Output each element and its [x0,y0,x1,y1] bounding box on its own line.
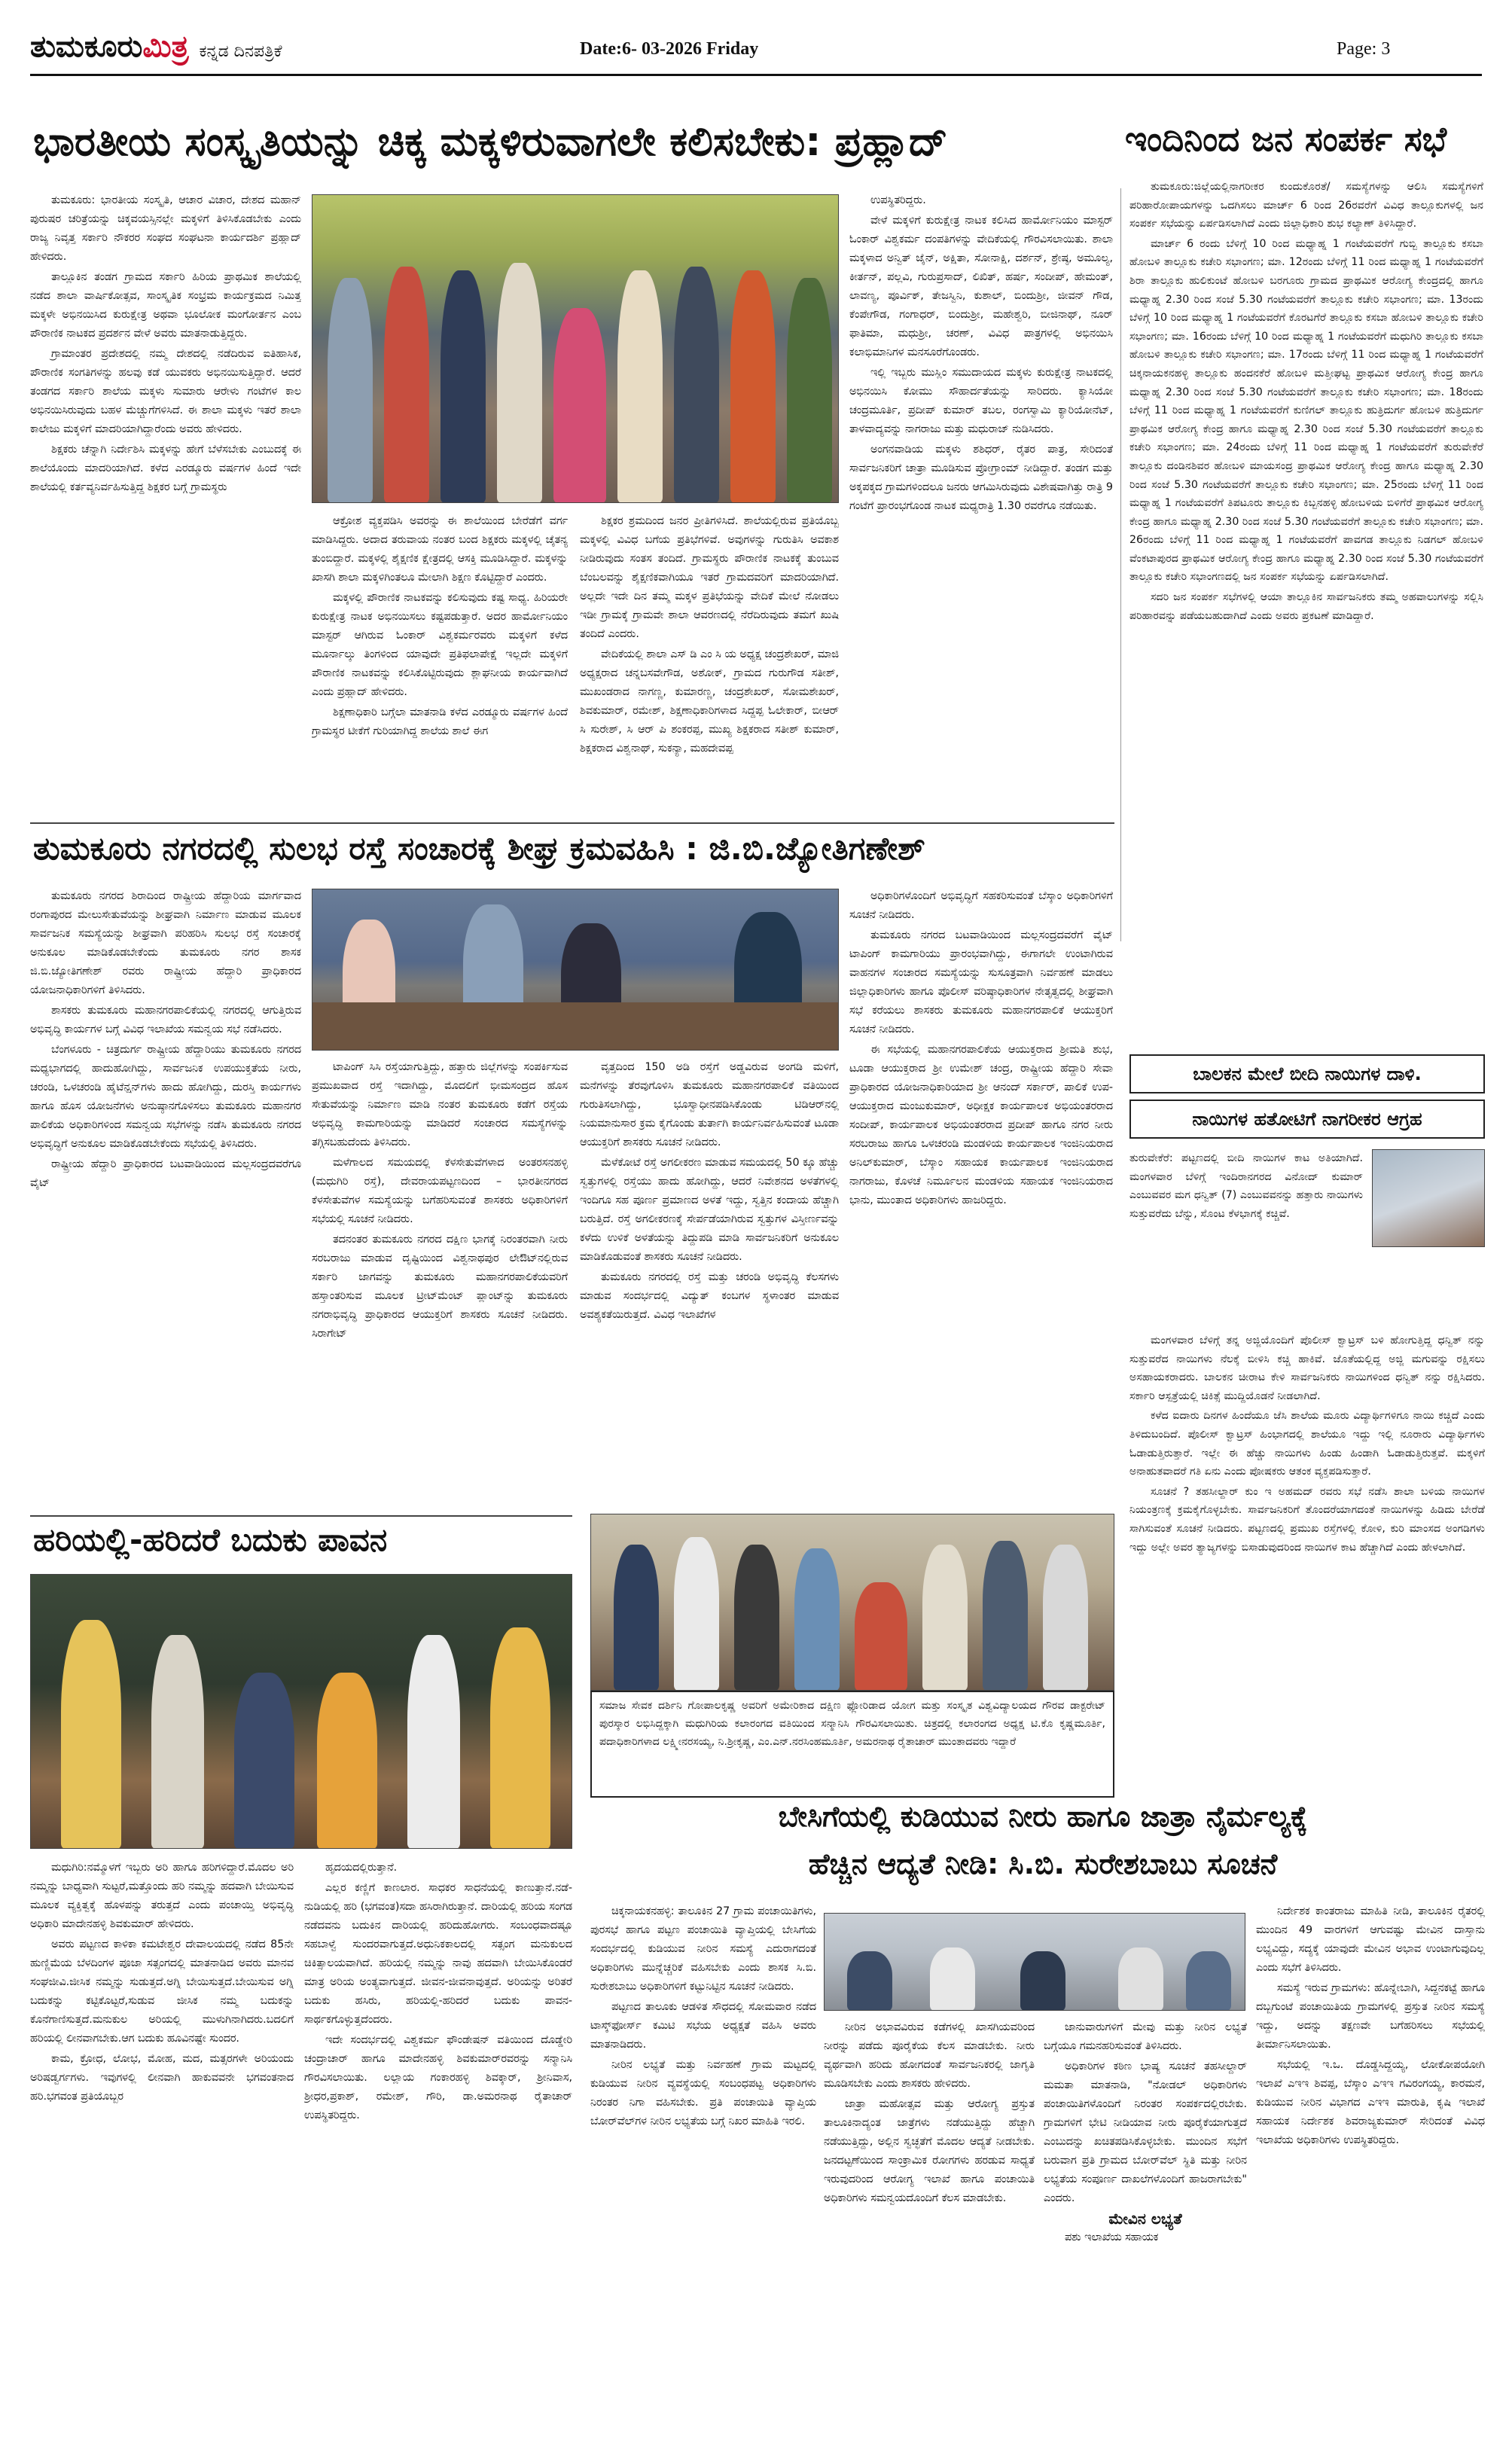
newspaper-logo: ತುಮಕೂರುಮಿತ್ರ [30,29,189,64]
masthead-rule [30,74,1482,76]
story6-col2: ನೀರಿನ ಅಭಾವವಿರುವ ಕಡೆಗಳಲ್ಲಿ ಖಾಸಗಿಯವರಿಂದ ನೀರನ್ನು ಪಡೆದು ಪೂರೈಕೆಯ ಕೆಲಸ ಮಾಡಬೇಕು. ನೀರು ವ್ಯರ್ಥವಾಗಿ ಹರಿದು ಹೋಗದಂತೆ ಸಾರ್ವಜನಿಕರಲ್ಲಿ ಜಾಗೃತಿ ಮೂಡಿಸಬೇಕು ಎಂದು ಶಾಸಕರು ಹೇಳಿದರು. ಜಾತ್ರಾ ಮಹೋತ್ಸವ ಮತ್ತು ಆರೋಗ್ಯ ಪ್ರಸ್ತುತ ತಾಲೂಕಿನಾದ್ಯಂತ ಜಾತ್ರೆಗಳು ನಡೆಯುತ್ತಿದ್ದು ಹೆಚ್ಚಾಗಿ ನಡೆಯುತ್ತಿದ್ದು, ಅಲ್ಲಿನ ಸ್ವಚ್ಛತೆಗೆ ಮೊದಲ ಆದ್ಯತೆ ನೀಡಬೇಕು. ಜನದಟ್ಟಣೆಯಿಂದ ಸಾಂಕ್ರಾಮಿಕ ರೋಗಗಳು ಹರಡುವ ಸಾಧ್ಯತೆ ಇರುವುದರಿಂದ ಆರೋಗ್ಯ ಇಲಾಖೆ ಹಾಗೂ ಪಂಚಾಯಿತಿ ಅಧಿಕಾರಿಗಳು ಸಮನ್ವಯದೊಂದಿಗೆ ಕೆಲಸ ಮಾಡಬೇಕು. [824,2021,1035,2204]
tagline: ಕನ್ನಡ ದಿನಪತ್ರಿಕೆ [199,42,282,61]
dateline: Date:6- 03-2026 Friday [580,39,759,59]
column-divider [1120,188,1121,941]
masthead [30,29,482,74]
story4-headline1: ಬಾಲಕನ ಮೇಲೆ ಬೀದಿ ನಾಯಿಗಳ ದಾಳಿ. [1129,1054,1485,1093]
story6-col3: ಜಾನುವಾರುಗಳಿಗೆ ಮೇವು ಮತ್ತು ನೀರಿನ ಲಭ್ಯತೆ ಬಗ್ಗೆಯೂ ಗಮನಹರಿಸುವಂತೆ ತಿಳಿಸಿದರು. ಅಧಿಕಾರಿಗಳ ಕಠಿಣ ಭಾಷ್ಯ ಸೂಚನೆ ತಹಸೀಲ್ದಾರ್ ಮಮತಾ ಮಾತನಾಡಿ, "ನೋಡಲ್ ಅಧಿಕಾರಿಗಳು ಪಂಚಾಯಿತಿಗಳೊಂದಿಗೆ ನಿರಂತರ ಸಂಪರ್ಕದಲ್ಲಿರಬೇಕು. ಗ್ರಾಮಗಳಿಗೆ ಭೇಟಿ ನೀಡಿಯಾವ ನೀರು ಪೂರೈಕೆಯಾಗುತ್ತದೆ ಎಂಬುದನ್ನು ಖಚಿತಪಡಿಸಿಕೊಳ್ಳಬೇಕು. ಮುಂದಿನ ಸಭೆಗೆ ಬರುವಾಗ ಪ್ರತಿ ಗ್ರಾಮದ ಬೋರ್‌ವೆಲ್ ಸ್ಥಿತಿ ಮತ್ತು ನೀರಿನ ಲಭ್ಯತೆಯ ಸಂಪೂರ್ಣ ದಾಖಲೆಗಳೊಂದಿಗೆ ಹಾಜರಾಗಬೇಕು" ಎಂದರು. ಮೇವಿನ ಲಭ್ಯತೆ ಪಶು ಇಲಾಖೆಯ ಸಹಾಯಕ [1044,2021,1247,2243]
story1-headline: ಭಾರತೀಯ ಸಂಸ್ಕೃತಿಯನ್ನು ಚಿಕ್ಕ ಮಕ್ಕಳಿರುವಾಗಲೇ ಕಲಿಸಬೇಕು: ಪ್ರಹ್ಲಾದ್ [33,120,948,165]
story4-headline2: ನಾಯಿಗಳ ಹತೋಟಿಗೆ ನಾಗರೀಕರ ಆಗ್ರಹ [1129,1100,1485,1139]
story4-intro: ತುರುವೇಕೆರೆ: ಪಟ್ಟಣದಲ್ಲಿ ಬೀದಿ ನಾಯಿಗಳ ಕಾಟ ಅತಿಯಾಗಿದೆ. ಮಂಗಳವಾರ ಬೆಳಿಗ್ಗೆ ಇಂದಿರಾನಗರದ ವಿನೋದ್ ಕುಮಾರ್ ಎಂಬುವವರ ಮಗ ಧನ್ವಿತ್ (7) ಎಂಬುವವನನ್ನು ಹತ್ತಾರು ನಾಯಿಗಳು ಸುತ್ತುವರೆದು ಬೆನ್ನು, ಸೊಂಟ ಕೆಳಭಾಗಕ್ಕೆ ಕಚ್ಚಿವೆ. [1129,1152,1363,1220]
section-rule [30,1515,572,1517]
felicitation-caption: ಸಮಾಜ ಸೇವಕ ದರ್ಶಿನಿ ಗೋಪಾಲಕೃಷ್ಣ ಅವರಿಗೆ ಅಮೇರಿಕಾದ ದಕ್ಷಿಣ ಫ್ಲೋರಿಡಾದ ಯೋಗ ಮತ್ತು ಸಂಸ್ಕೃತ ವಿಶ್ವವಿದ್ಯಾಲಯದ ಗೌರವ ಡಾಕ್ಟರೇಟ್ ಪುರಸ್ಕಾರ ಲಭಿಸಿದ್ದಕ್ಕಾಗಿ ಮಧುಗಿರಿಯ ಕಲಾರಂಗದ ವತಿಯಿಂದ ಸನ್ಮಾನಿಸಿ ಗೌರವಿಸಲಾಯಿತು. ಚಿತ್ರದಲ್ಲಿ ಕಲಾರಂಗದ ಅಧ್ಯಕ್ಷ ಟಿ.ಕೊ ಕೃಷ್ಣಮೂರ್ತಿ, ಪದಾಧಿಕಾರಿಗಳಾದ ಲಕ್ಷ್ಮೀನರಸಯ್ಯ, ನಿ.ಶ್ರೀಕೃಷ್ಣ, ಎಂ.ಎನ್.ನರಸಿಂಹಮೂರ್ತಿ, ಅಮರನಾಥ ರೈತಾಚಾರ್ ಮುಂತಾದವರು ಇದ್ದಾರೆ [590,1691,1114,1798]
story2-body: ತುಮಕೂರು:ಜಿಲ್ಲೆಯಲ್ಲಿನಾಗರೀಕರ ಕುಂದುಕೊರತೆ/ ಸಮಸ್ಯೆಗಳನ್ನು ಆಲಿಸಿ ಸಮಸ್ಯೆಗಳಿಗೆ ಪರಿಹಾರೋಪಾಯಗಳನ್ನು ಒದಗಿಸಲು ಮಾರ್ಚ್ 6 ರಿಂದ 26ರವರೆಗೆ ವಿವಿಧ ತಾಲ್ಲೂಕುಗಳಲ್ಲಿ ಜನ ಸಂಪರ್ಕ ಸಭೆಯನ್ನು ಏರ್ಪಡಿಸಲಾಗಿದೆ ಎಂದು ಜಿಲ್ಲಾಧಿಕಾರಿ ಶುಭ ಕಲ್ಯಾಣ್ ತಿಳಿಸಿದ್ದಾರೆ. ಮಾರ್ಚ್ 6 ರಂದು ಬೆಳಿಗ್ಗೆ 10 ರಿಂದ ಮಧ್ಯಾಹ್ನ 1 ಗಂಟೆಯವರೆಗೆ ಗುಬ್ಬಿ ತಾಲ್ಲೂಕು ಕಸಬಾ ಹೋಬಳಿ ತಾಲ್ಲೂಕು ಕಚೇರಿ ಸಭಾಂಗಣ; ಮಾ. 12ರಂದು ಬೆಳಿಗ್ಗೆ 11 ರಿಂದ ಮಧ್ಯಾಹ್ನ 1 ಗಂಟೆಯವರೆಗೆ ಶಿರಾ ತಾಲ್ಲೂಕು ಹುಲಿಕುಂಟೆ ಹೋಬಳಿ ಬರಗೂರು ಗ್ರಾಮದ ಪ್ರಾಥಮಿಕ ಆರೋಗ್ಯ ಕೇಂದ್ರದಲ್ಲಿ ಹಾಗೂ ಮಧ್ಯಾಹ್ನ 2.30 ರಿಂದ ಸಂಜೆ 5.30 ಗಂಟೆಯವರೆಗೆ ತಾಲ್ಲೂಕು ಕಚೇರಿ ಸಭಾಂಗಣ; ಮಾ. 13ರಂದು ಬೆಳಿಗ್ಗೆ 10 ರಿಂದ ಮಧ್ಯಾಹ್ನ 1 ಗಂಟೆಯವರೆಗೆ ಕೊರಟಗೆರೆ ತಾಲ್ಲೂಕು ಕಸಬಾ ಹೋಬಳಿ ತಾಲ್ಲೂಕು ಕಚೇರಿ ಸಭಾಂಗಣ; ಮಾ. 16ರಂದು ಬೆಳಿಗ್ಗೆ 10 ರಿಂದ ಮಧ್ಯಾಹ್ನ 1 ಗಂಟೆಯವರೆಗೆ ಮಧುಗಿರಿ ತಾಲ್ಲೂಕು ಕಸಬಾ ಹೋಬಳಿ ತಾಲ್ಲೂಕು ಕಚೇರಿ ಸಭಾಂಗಣ; ಮಾ. 17ರಂದು ಬೆಳಿಗ್ಗೆ 11 ರಿಂದ ಮಧ್ಯಾಹ್ನ 1 ಗಂಟೆಯವರೆಗೆ ಚಿಕ್ಕನಾಯಕನಹಳ್ಳಿ ತಾಲ್ಲೂಕು ಹಂದನಕೆರೆ ಹೋಬಳಿ ಮತ್ತೀಘಟ್ಟ ಪ್ರಾಥಮಿಕ ಆರೋಗ್ಯ ಕೇಂದ್ರ ಹಾಗೂ ಮಧ್ಯಾಹ್ನ 2.30 ರಿಂದ ಸಂಜೆ 5.30 ಗಂಟೆಯವರೆಗೆ ತಾಲ್ಲೂಕು ಕಚೇರಿ ಸಭಾಂಗಣ; ಮಾ. 18ರಂದು ಬೆಳಿಗ್ಗೆ 11 ರಿಂದ ಮಧ್ಯಾಹ್ನ 1 ಗಂಟೆಯವರೆಗೆ ಕುಣಿಗಲ್ ತಾಲ್ಲೂಕು ಹುತ್ರಿದುರ್ಗ ಹೋಬಳಿ ಹುತ್ರಿದುರ್ಗ ಪ್ರಾಥಮಿಕ ಆರೋಗ್ಯ ಕೇಂದ್ರ ಹಾಗೂ ಮಧ್ಯಾಹ್ನ 2.30 ರಿಂದ ಸಂಜೆ 5.30 ಗಂಟೆಯವರೆಗೆ ತಾಲ್ಲೂಕು ಕಚೇರಿ ಸಭಾಂಗಣ; ಮಾ. 24ರಂದು ಬೆಳಿಗ್ಗೆ 11 ರಿಂದ ಮಧ್ಯಾಹ್ನ 1 ಗಂಟೆಯವರೆಗೆ ತುರುವೇಕೆರೆ ತಾಲ್ಲೂಕು ದಂಡಿನಶಿವರ ಹೋಬಳಿ ಮಾಯಸಂದ್ರ ಪ್ರಾಥಮಿಕ ಆರೋಗ್ಯ ಕೇಂದ್ರ ಹಾಗೂ ಮಧ್ಯಾಹ್ನ 2.30 ರಿಂದ ಸಂಜೆ 5.30 ಗಂಟೆಯವರೆಗೆ ತಾಲ್ಲೂಕು ಕಚೇರಿ ಸಭಾಂಗಣ; ಮಾ. 25ರಂದು ಬೆಳಿಗ್ಗೆ 11 ರಿಂದ ಮಧ್ಯಾಹ್ನ 1 ಗಂಟೆಯವರೆಗೆ ತಿಪಟೂರು ತಾಲ್ಲೂಕು ಕಿಬ್ಬನಹಳ್ಳಿ ಹೋಬಳಿಯ ಬಿಳಿಗೆರೆ ಪ್ರಾಥಮಿಕ ಆರೋಗ್ಯ ಕೇಂದ್ರ ಹಾಗೂ ಮಧ್ಯಾಹ್ನ 2.30 ರಿಂದ ಸಂಜೆ 5.30 ಗಂಟೆಯವರೆಗೆ ತಾಲ್ಲೂಕು ಕಚೇರಿ ಸಭಾಂಗಣ; ಮಾ. 26ರಂದು ಬೆಳಿಗ್ಗೆ 11 ರಿಂದ ಮಧ್ಯಾಹ್ನ 1 ಗಂಟೆಯವರೆಗೆ ಪಾವಗಡ ತಾಲ್ಲೂಕು ನಿಡಗಲ್ ಹೋಬಳಿ ವೆಂಕಟಾಪುರದ ಪ್ರಾಥಮಿಕ ಆರೋಗ್ಯ ಕೇಂದ್ರ ಹಾಗೂ ಮಧ್ಯಾಹ್ನ 2.30 ರಿಂದ ಸಂಜೆ 5.30 ಗಂಟೆಯವರೆಗೆ ತಾಲ್ಲೂಕು ಕಚೇರಿ ಸಭಾಂಗಣದಲ್ಲಿ ಜನ ಸಂಪರ್ಕ ಸಭೆಯನ್ನು ಏರ್ಪಡಿಸಲಾಗಿದೆ. ಸದರಿ ಜನ ಸಂಪರ್ಕ ಸಭೆಗಳಲ್ಲಿ ಆಯಾ ತಾಲ್ಲೂಕಿನ ಸಾರ್ವಜನಿಕರು ತಮ್ಮ ಅಹವಾಲುಗಳನ್ನು ಸಲ್ಲಿಸಿ ಪರಿಹಾರವನ್ನು ಪಡೆಯಬಹುದಾಗಿದೆ ಎಂದು ಅವರು ಪ್ರಕಟಣೆ ಮಾಡಿದ್ದಾರೆ. [1129,181,1483,622]
story1-col2: ಆಕ್ರೋಶ ವ್ಯಕ್ತಪಡಿಸಿ ಅವರನ್ನು ಈ ಶಾಲೆಯಿಂದ ಬೇರೆಡೆಗೆ ವರ್ಗ ಮಾಡಿಸಿದ್ದರು. ಅದಾದ ತರುವಾಯ ನಂತರ ಬಂದ ಶಿಕ್ಷಕರು ಮಕ್ಕಳಲ್ಲಿ ಚೈತನ್ಯ ತುಂಬಿದ್ದಾರೆ. ಮಕ್ಕಳಲ್ಲಿ ಶೈಕ್ಷಣಿಕ ಕ್ಷೇತ್ರದಲ್ಲಿ ಆಸಕ್ತಿ ಮೂಡಿಸಿದ್ದಾರೆ. ಮಕ್ಕಳನ್ನು ಖಾಸಗಿ ಶಾಲಾ ಮಕ್ಕಳಿಗಿಂತಲೂ ಮೇಲಾಗಿ ಶಿಕ್ಷಣ ಕೊಟ್ಟಿದ್ದಾರೆ ಎಂದರು. ಮಕ್ಕಳಲ್ಲಿ ಪೌರಾಣಿಕ ನಾಟಕವನ್ನು ಕಲಿಸುವುದು ಕಷ್ಟ ಸಾಧ್ಯ. ಹಿರಿಯರೇ ಕುರುಕ್ಷೇತ್ರ ನಾಟಕ ಅಭಿನಯಿಸಲು ಕಷ್ಟಪಡುತ್ತಾರೆ. ಅದರ ಹಾರ್ಮೋನಿಯಂ ಮಾಸ್ಟರ್ ಆಗಿರುವ ಓಂಕಾರ್ ವಿಶ್ವಕರ್ಮರವರು ಮಕ್ಕಳಿಗೆ ಕಳೆದ ಮೂರ್ನಾಲ್ಕು ತಿಂಗಳಿಂದ ಯಾವುದೇ ಪ್ರತಿಫಲಾಪೇಕ್ಷೆ ಇಲ್ಲದೇ ಮಕ್ಕಳಿಗೆ ಪೌರಾಣಿಕ ನಾಟಕವನ್ನು ಕಲಿಸಿಕೊಟ್ಟಿರುವುದು ಶ್ಲಾಘನೀಯ ಕಾರ್ಯವಾಗಿದೆ ಎಂದು ಪ್ರಹ್ಲಾದ್ ಹೇಳಿದರು. ಶಿಕ್ಷಣಾಧಿಕಾರಿ ಬಗ್ಗೆಲಾ ಮಾತನಾಡಿ ಕಳೆದ ಎರಡ್ಮೂರು ವರ್ಷಗಳ ಹಿಂದೆ ಗ್ರಾಮಸ್ಥರ ಟೀಕೆಗೆ ಗುರಿಯಾಗಿದ್ದ ಶಾಲೆಯ ಶಾಲೆ ಈಗ [312,515,568,737]
story3-headline: ತುಮಕೂರು ನಗರದಲ್ಲಿ ಸುಲಭ ರಸ್ತೆ ಸಂಚಾರಕ್ಕೆ ಶೀಘ್ರ ಕ್ರಮವಹಿಸಿ : ಜಿ.ಬಿ.ಜ್ಯೋತಿಗಣೇಶ್ [33,831,925,867]
story5-headline: ಹರಿಯಲ್ಲಿ-ಹರಿದರೆ ಬದುಕು ಪಾವನ [33,1523,388,1558]
section-rule [30,822,1114,824]
story3-col2: ಟಾಪಿಂಗ್ ಸಿಸಿ ರಸ್ತೆಯಾಗುತ್ತಿದ್ದು, ಹತ್ತಾರು ಜಿಲ್ಲೆಗಳನ್ನು ಸಂಪರ್ಕಿಸುವ ಪ್ರಮುಖವಾದ ರಸ್ತೆ ಇದಾಗಿದ್ದು, ಮೊದಲಿಗೆ ಭೀಮಸಂದ್ರದ ಹೊಸ ಸೇತುವೆಯನ್ನು ನಿರ್ಮಾಣ ಮಾಡಿ ನಂತರ ತುಮಕೂರು ಕಡೆಗೆ ರಸ್ತೆಯ ಅಭಿವೃದ್ಧಿ ಕಾಮಗಾರಿಯನ್ನು ಮಾಡಿದರೆ ಸಂಚಾರದ ಸಮಸ್ಯೆಗಳನ್ನು ತಗ್ಗಿಸಬಹುದೆಂದು ತಿಳಿಸಿದರು. ಮಳೆಗಾಲದ ಸಮಯದಲ್ಲಿ ಕೆಳಸೇತುವೆಗಳಾದ ಅಂತರಸನಹಳ್ಳಿ (ಮಧುಗಿರಿ ರಸ್ತೆ), ದೇವರಾಯಪಟ್ಟಣದಿಂದ – ಭಾರತೀನಗರದ ಕೆಳಸೇತುವೆಗಳ ಸಮಸ್ಯೆಯನ್ನು ಬಗೆಹರಿಸುವಂತೆ ಶಾಸಕರು ಅಧಿಕಾರಿಗಳಿಗೆ ಸಭೆಯಲ್ಲಿ ಸೂಚನೆ ನೀಡಿದರು. ತದನಂತರ ತುಮಕೂರು ನಗರದ ದಕ್ಷಿಣ ಭಾಗಕ್ಕೆ ನಿರಂತರವಾಗಿ ನೀರು ಸರಬರಾಜು ಮಾಡುವ ದೃಷ್ಟಿಯಿಂದ ವಿಶ್ವನಾಥಪುರ ಲೇಔಟ್‌ನಲ್ಲಿರುವ ಸರ್ಕಾರಿ ಜಾಗವನ್ನು ತುಮಕೂರು ಮಹಾನಗರಪಾಲಿಕೆಯವರಿಗೆ ಹಸ್ತಾಂತರಿಸುವ ಮೂಲಕ ಟ್ರೀಟ್‌ಮೆಂಟ್ ಪ್ಲಾಂಟ್‌ನ್ನು ತುಮಕೂರು ನಗರಾಭಿವೃದ್ಧಿ ಪ್ರಾಧಿಕಾರದ ಆಯುಕ್ತರಿಗೆ ಶಾಸಕರು ಸೂಚನೆ ನೀಡಿದರು. ಸಿರಾಗೇಟ್ [312,1061,568,1340]
story5-photo [30,1574,572,1849]
story4-photo [1372,1149,1485,1247]
felicitation-photo [590,1514,1114,1691]
story1-photo [312,194,839,503]
story1-col1: ತುಮಕೂರು: ಭಾರತೀಯ ಸಂಸ್ಕೃತಿ, ಆಚಾರ ವಿಚಾರ, ದೇಶದ ಮಹಾನ್ ಪುರುಷರ ಚರಿತ್ರೆಯನ್ನು ಚಿಕ್ಕವಯಸ್ಸಿನಲ್ಲೇ ಮಕ್ಕಳಿಗೆ ತಿಳಿಸಿಕೊಡಬೇಕು ಎಂದು ರಾಜ್ಯ ನಿವೃತ್ತ ಸರ್ಕಾರಿ ನೌಕರರ ಸಂಘದ ಸಂಘಟನಾ ಕಾರ್ಯದರ್ಶಿ ಪ್ರಹ್ಲಾದ್ ಹೇಳಿದರು. ತಾಲ್ಲೂಕಿನ ತಂಡಗ ಗ್ರಾಮದ ಸರ್ಕಾರಿ ಹಿರಿಯ ಪ್ರಾಥಮಿಕ ಶಾಲೆಯಲ್ಲಿ ನಡೆದ ಶಾಲಾ ವಾರ್ಷಿಕೋತ್ಸವ, ಸಾಂಸ್ಕೃತಿಕ ಸಂಭ್ರಮ ಕಾರ್ಯಕ್ರಮದ ನಿಮಿತ್ತ ಮಕ್ಕಳೇ ಅಭಿನಯಿಸಿದ ಕುರುಕ್ಷೇತ್ರ ಅಥವಾ ಭೂಲೋಕ ಮಂಗೋರ್ತನ ಎಂಬ ಪೌರಾಣಿಕ ನಾಟಕದ ಪ್ರದರ್ಶನ ವೇಳೆ ಅವರು ಮಾತನಾಡುತ್ತಿದ್ದರು. ಗ್ರಾಮಾಂತರ ಪ್ರದೇಶದಲ್ಲಿ ನಮ್ಮ ದೇಶದಲ್ಲಿ ನಡೆದಿರುವ ಐತಿಹಾಸಿಕ, ಪೌರಾಣಿಕ ಸಂಗತಿಗಳನ್ನು ಹಲವು ಕಡೆ ಯುವಕರು ಅಭಿನಯಿಸುತ್ತಿದ್ದಾರೆ. ಆದರೆ ತಂಡಗದ ಸರ್ಕಾರಿ ಶಾಲೆಯ ಮಕ್ಕಳು ಸುಮಾರು ಆರೇಳು ಗಂಟೆಗಳ ಕಾಲ ಅಭಿನಯಿಸಿರುವುದು ಬಹಳ ಮೆಚ್ಚುಗೆಗಳಿಸಿದೆ. ಈ ಶಾಲಾ ಮಕ್ಕಳು ಇತರೆ ಶಾಲಾ ಕಾಲೇಜು ಮಕ್ಕಳಿಗೆ ಮಾದರಿಯಾಗಿದ್ದಾರೆಂದು ಅವರು ಹೇಳಿದರು. ಶಿಕ್ಷಕರು ಚೆನ್ನಾಗಿ ನಿರ್ದೇಶಿಸಿ ಮಕ್ಕಳನ್ನು ಹೇಗೆ ಬೆಳೆಸಬೇಕು ಎಂಬುದಕ್ಕೆ ಈ ಶಾಲೆಯೊಂದು ಮಾದರಿಯಾಗಿದೆ. ಕಳೆದ ಎರಡ್ಮೂರು ವರ್ಷಗಳ ಹಿಂದೆ ಇದೇ ಶಾಲೆಯಲ್ಲಿ ಕರ್ತವ್ಯನಿರ್ವಹಿಸುತ್ತಿದ್ದ ಶಿಕ್ಷಕರ ಬಗ್ಗೆ ಗ್ರಾಮಸ್ಥರು [30,194,301,493]
story1-col3: ಶಿಕ್ಷಕರ ಶ್ರಮದಿಂದ ಜನರ ಪ್ರೀತಿಗಳಿಸಿದೆ. ಶಾಲೆಯಲ್ಲಿರುವ ಪ್ರತಿಯೊಬ್ಬ ಮಕ್ಕಳಲ್ಲಿ ವಿವಿಧ ಬಗೆಯ ಪ್ರತಿಭೆಗಳಿವೆ. ಅವುಗಳನ್ನು ಗುರುತಿಸಿ ಅವಕಾಶ ನೀಡಿರುವುದು ಸಂತಸ ತಂದಿದೆ. ಗ್ರಾಮಸ್ಥರು ಪೌರಾಣಿಕ ನಾಟಕಕ್ಕೆ ತುಂಬುವ ಬೆಂಬಲವನ್ನು ಶೈಕ್ಷಣಿಕವಾಗಿಯೂ ಇತರೆ ಗ್ರಾಮದವರಿಗೆ ಮಾದರಿಯಾಗಿದೆ. ಅಲ್ಲದೇ ಇದೇ ದಿನ ತಮ್ಮ ಮಕ್ಕಳ ಪ್ರತಿಭೆಯನ್ನು ವೇದಿಕೆ ಮೇಲೆ ನೋಡಲು ಇಡೀ ಗ್ರಾಮಕ್ಕೆ ಗ್ರಾಮವೇ ಶಾಲಾ ಆವರಣದಲ್ಲಿ ನೆರೆದಿರುವುದು ತಮಗೆ ಖುಷಿ ತಂದಿದೆ ಎಂದರು. ವೇದಿಕೆಯಲ್ಲಿ ಶಾಲಾ ಎಸ್ ಡಿ ಎಂ ಸಿ ಯ ಅಧ್ಯಕ್ಷ ಚಂದ್ರಶೇಖರ್, ಮಾಜಿ ಅಧ್ಯಕ್ಷರಾದ ಚನ್ನಬಸವೇಗೌಡ, ಅಶೋಕ್, ಗ್ರಾಮದ ಗುರುಗೌಡ ಸತೀಶ್, ಮುಖಂಡರಾದ ನಾಗಣ್ಣ, ಕುಮಾರಣ್ಣ, ಚಂದ್ರಶೇಖರ್, ಸೋಮಶೇಖರ್, ಶಿವಕುಮಾರ್, ರಮೇಶ್, ಶಿಕ್ಷಣಾಧಿಕಾರಿಗಳಾದ ಸಿದ್ದಪ್ಪ ಓಲೇಕಾರ್, ಬೀಆರ್ ಸಿ ಸುರೇಶ್, ಸಿ ಆರ್ ಪಿ ಶಂಕರಪ್ಪ, ಮುಖ್ಯ ಶಿಕ್ಷಕರಾದ ಸತೀಶ್ ಕುಮಾರ್, ಶಿಕ್ಷಕರಾದ ವಿಶ್ವನಾಥ್, ಸುಕನ್ಯಾ, ಮಹದೇವಪ್ಪ [580,515,839,755]
story2-headline: ಇಂದಿನಿಂದ ಜನ ಸಂಪರ್ಕ ಸಭೆ [1125,120,1447,159]
story6-photo [824,1913,1245,2011]
story6-col4: ನಿರ್ದೇಶಕ ಕಾಂತರಾಜು ಮಾಹಿತಿ ನೀಡಿ, ತಾಲೂಕಿನ ರೈತರಲ್ಲಿ ಮುಂದಿನ 49 ವಾರಗಳಿಗೆ ಆಗುವಷ್ಟು ಮೇವಿನ ದಾಸ್ತಾನು ಲಭ್ಯವಿದ್ದು, ಸದ್ಯಕ್ಕೆ ಯಾವುದೇ ಮೇವಿನ ಅಭಾವ ಉಂಟಾಗುವುದಿಲ್ಲ ಎಂದು ಸಭೆಗೆ ತಿಳಿಸಿದರು. ಸಮಸ್ಯೆ ಇರುವ ಗ್ರಾಮಗಳು: ಹೊನ್ನೇಬಾಗಿ, ಸಿದ್ದನಕಟ್ಟೆ ಹಾಗೂ ದಬ್ಬಗುಂಟೆ ಪಂಚಾಯಿತಿಯ ಗ್ರಾಮಗಳಲ್ಲಿ ಪ್ರಸ್ತುತ ನೀರಿನ ಸಮಸ್ಯೆ ಇದ್ದು, ಅದನ್ನು ತಕ್ಷಣವೇ ಬಗೆಹರಿಸಲು ಸಭೆಯಲ್ಲಿ ತೀರ್ಮಾನಿಸಲಾಯಿತು. ಸಭೆಯಲ್ಲಿ ಇ.ಒ. ದೊಡ್ಡಸಿದ್ದಯ್ಯ, ಲೋಕೋಪಯೋಗಿ ಇಲಾಖೆ ಎಇಇ ಶಿವಪ್ಪ, ಬೆಸ್ಕಾಂ ಎಇಇ ಗವಿರಂಗಯ್ಯ, ಕಾರಮನೆ, ಕುಡಿಯುವ ನೀರಿನ ವಿಭಾಗದ ಎಇಇ ಮಾರುತಿ, ಕೃಷಿ ಇಲಾಖೆ ಸಹಾಯಕ ನಿರ್ದೇಶಕ ಶಿವರಾಜ್ಯಕುಮಾರ್ ಸೇರಿದಂತೆ ವಿವಿಧ ಇಲಾಖೆಯ ಅಧಿಕಾರಿಗಳು ಉಪಸ್ಥಿತರಿದ್ದರು. [1256,1905,1485,2146]
story3-col4: ಅಧಿಕಾರಿಗಳೊಂದಿಗೆ ಅಭಿವೃದ್ಧಿಗೆ ಸಹಕರಿಸುವಂತೆ ಬೆಸ್ಕಾಂ ಅಧಿಕಾರಿಗಳಿಗೆ ಸೂಚನೆ ನೀಡಿದರು. ತುಮಕೂರು ನಗರದ ಬಟವಾಡಿಯಿಂದ ಮಲ್ಲಸಂದ್ರದವರೆಗೆ ವೈಟ್ ಟಾಪಿಂಗ್ ಕಾಮಗಾರಿಯು ಪ್ರಾರಂಭವಾಗಿದ್ದು, ಈಗಾಗಲೇ ಉಂಟಾಗಿರುವ ವಾಹನಗಳ ಸಂಚಾರದ ಸಮಸ್ಯೆಯನ್ನು ಸುಸೂತ್ರವಾಗಿ ನಿರ್ವಹಣೆ ಮಾಡಲು ಜಿಲ್ಲಾಧಿಕಾರಿಗಳು ಹಾಗೂ ಪೊಲೀಸ್ ವರಿಷ್ಠಾಧಿಕಾರಿಗಳ ನೇತೃತ್ವದಲ್ಲಿ ಶೀಘ್ರವಾಗಿ ಸಭೆ ಕರೆಯಲು ಶಾಸಕರು ತುಮಕೂರು ಮಹಾನಗರಪಾಲಿಕೆ ಆಯುಕ್ತರಿಗೆ ಸೂಚನೆ ನೀಡಿದರು. ಈ ಸಭೆಯಲ್ಲಿ ಮಹಾನಗರಪಾಲಿಕೆಯ ಆಯುಕ್ತರಾದ ಶ್ರೀಮತಿ ಶುಭ, ಟೂಡಾ ಆಯುಕ್ತರಾದ ಶ್ರೀ ಉಮೇಶ್ ಚಂದ್ರ, ರಾಷ್ಟ್ರೀಯ ಹೆದ್ದಾರಿ ಸೇವಾ ಪ್ರಾಧಿಕಾರದ ಯೋಜನಾಧಿಕಾರಿಯಾದ ಶ್ರೀ ಆನಂದ್ ಸರ್ಕಾರ್, ಪಾಲಿಕೆ ಉಪ-ಆಯುಕ್ತರಾದ ಮಂಜುಕುಮಾರ್, ಅಧೀಕ್ಷಕ ಕಾರ್ಯಪಾಲಕ ಅಭಿಯಂತರರಾದ ಸಂದೀಪ್, ಕಾರ್ಯಪಾಲಕ ಅಭಿಯಂತರರಾದ ಪ್ರದೀಪ್ ಹಾಗೂ ನಗರ ನೀರು ಸರಬರಾಜು ಹಾಗೂ ಒಳಚರಂಡಿ ಮಂಡಳಿಯ ಕಾರ್ಯಪಾಲಕ ಇಂಜಿನಿಯರಾದ ಅನಿಲ್‌ಕುಮಾರ್, ಬೆಸ್ಕಾಂ ಸಹಾಯಕ ಕಾರ್ಯಪಾಲಕ ಇಂಜಿನಿಯರಾದ ನಾಗರಾಜು, ಕೊಳಚೆ ನಿರ್ಮೂಲನ ಮಂಡಳಿಯ ಸಹಾಯಕ ಇಂಜಿನಿಯರಾದ ಭಾನು, ಮುಂತಾದ ಅಧಿಕಾರಿಗಳು ಹಾಜರಿದ್ದರು. [849,890,1113,1206]
story4-body: ಮಂಗಳವಾರ ಬೆಳಿಗ್ಗೆ ತನ್ನ ಅಜ್ಜಿಯೊಂದಿಗೆ ಪೊಲೀಸ್ ಕ್ವಾಟ್ರಸ್ ಬಳಿ ಹೋಗುತ್ತಿದ್ದ ಧನ್ವಿತ್ ನನ್ನು ಸುತ್ತುವರೆದ ನಾಯಿಗಳು ನೆಲಕ್ಕೆ ಬೀಳಿಸಿ ಕಚ್ಚಿ ಹಾಕಿವೆ. ಜೊತೆಯಲ್ಲಿದ್ದ ಅಜ್ಜಿ ಮಗುವನ್ನು ರಕ್ಷಿಸಲು ಅಸಹಾಯಕರಾದರು. ಬಾಲಕನ ಚೀರಾಟ ಕೇಳಿ ಸಾರ್ವಜನಿಕರು ನಾಯಿಗಳಿಂದ ಧನ್ವಿತ್ ನನ್ನು ರಕ್ಷಿಸಿದರು. ಸರ್ಕಾರಿ ಆಸ್ಪತ್ರೆಯಲ್ಲಿ ಚಿಕಿತ್ಸೆ ಮುದ್ದಿಯೊಡನೆ ನೀಡಲಾಗಿದೆ. ಕಳೆದ ಐದಾರು ದಿನಗಳ ಹಿಂದೆಯೂ ಜೆಸಿ ಶಾಲೆಯ ಮೂರು ವಿದ್ಯಾರ್ಥಿಗಳಿಗೂ ನಾಯಿ ಕಚ್ಚಿದೆ ಎಂದು ತಿಳಿದುಬಂದಿದೆ. ಪೊಲೀಸ್ ಕ್ವಾಟ್ರಸ್ ಹಿಂಭಾಗದಲ್ಲಿ ಶಾಲೆಯೂ ಇದ್ದು ಇಲ್ಲಿ ನೂರಾರು ವಿದ್ಯಾರ್ಥಿಗಳು ಓಡಾಡುತ್ತಿರುತ್ತಾರೆ. ಇಲ್ಲೇ ಈ ಹೆಚ್ಚು ನಾಯಿಗಳು ಹಿಂಡು ಹಿಂಡಾಗಿ ಓಡಾಡುತ್ತಿರುತ್ತವೆ. ಮಕ್ಕಳಿಗೆ ಅನಾಹುತವಾದರೆ ಗತಿ ಏನು ಎಂದು ಪೋಷಕರು ಆತಂಕ ವ್ಯಕ್ತಪಡಿಸುತ್ತಾರೆ. ಸೂಚನೆ ? ತಹಸೀಲ್ದಾರ್ ಕುಂ ಇ ಅಹಮದ್ ರವರು ಸಭೆ ನಡೆಸಿ ಶಾಲಾ ಬಳಿಯ ನಾಯಿಗಳ ನಿಯಂತ್ರಣಕ್ಕೆ ಕ್ರಮಕೈಗೊಳ್ಳಬೇಕು. ಸಾರ್ವಜನಿಕರಿಗೆ ತೊಂದರೆಯಾಗದಂತೆ ನಾಯಿಗಳನ್ನು ಹಿಡಿದು ಬೇರೆಡೆ ಸಾಗಿಸುವಂತೆ ಸೂಚನೆ ನೀಡಿದರು. ಪಟ್ಟಣದಲ್ಲಿ ಪ್ರಮುಖ ರಸ್ತೆಗಳಲ್ಲಿ ಕೋಳಿ, ಕುರಿ ಮಾಂಸದ ಅಂಗಡಿಗಳು ಇದ್ದು ಅಲ್ಲೇ ಅವರ ತ್ಯಾಜ್ಯಗಳನ್ನು ಬಿಸಾಡುವುದರಿಂದ ನಾಯಿಗಳ ಕಾಟ ಹೆಚ್ಚಾಗಿದೆ ಎಂದು ಹೇಳಲಾಗಿದೆ. [1129,1334,1485,1554]
page-number: Page: 3 [1337,39,1391,59]
story3-col3: ವೃತ್ತದಿಂದ 150 ಅಡಿ ರಸ್ತೆಗೆ ಅಡ್ಡವಿರುವ ಅಂಗಡಿ ಮಳಿಗೆ, ಮನೆಗಳನ್ನು ತೆರವುಗೊಳಿಸಿ ತುಮಕೂರು ಮಹಾನಗರಪಾಲಿಕೆ ವತಿಯಿಂದ ಗುರುತಿಸಲಾಗಿದ್ದು, ಭೂಸ್ವಾಧೀನಪಡಿಸಿಕೊಂಡು ಟಿಡಿಆರ್‌ನಲ್ಲಿ ನಿಯಮಾನುಸಾರ ಕ್ರಮ ಕೈಗೊಂಡು ತುರ್ತಾಗಿ ಕಾರ್ಯನಿರ್ವಹಿಸುವಂತೆ ಟೂಡಾ ಆಯುಕ್ತರಿಗೆ ಶಾಸಕರು ಸೂಚನೆ ನೀಡಿದರು. ಮೆಳೆಕೋಟೆ ರಸ್ತೆ ಅಗಲೀಕರಣ ಮಾಡುವ ಸಮಯದಲ್ಲಿ 50 ಕ್ಕೂ ಹೆಚ್ಚು ಸ್ವತ್ತುಗಳಲ್ಲಿ ರಸ್ತೆಯು ಹಾದು ಹೋಗಿದ್ದು, ಆದರೆ ನಿವೇಶನದ ಅಳತೆಗಳಲ್ಲಿ ಇಂದಿಗೂ ಸಹ ಪೂರ್ಣ ಪ್ರಮಾಣದ ಅಳತೆ ಇದ್ದು, ಸ್ವತ್ತಿನ ಕಂದಾಯ ಹೆಚ್ಚಾಗಿ ಬರುತ್ತಿದೆ. ರಸ್ತೆ ಅಗಲೀಕರಣಕ್ಕೆ ಸೇರ್ಪಡೆಯಾಗಿರುವ ಸ್ವತ್ತುಗಳ ವಿಸ್ತೀರ್ಣವನ್ನು ಕಳೆದು ಉಳಿಕೆ ಅಳತೆಯನ್ನು ತಿದ್ದುಪಡಿ ಮಾಡಿ ಸಾರ್ವಜನಿಕರಿಗೆ ಅನುಕೂಲ ಮಾಡಿಕೊಡುವಂತೆ ಶಾಸಕರು ಸೂಚನೆ ನೀಡಿದರು. ತುಮಕೂರು ನಗರದಲ್ಲಿ ರಸ್ತೆ ಮತ್ತು ಚರಂಡಿ ಅಭಿವೃದ್ಧಿ ಕೆಲಸಗಳು ಮಾಡುವ ಸಂದರ್ಭದಲ್ಲಿ ವಿದ್ಯುತ್ ಕಂಬಗಳ ಸ್ಥಳಾಂತರ ಮಾಡುವ ಅವಶ್ಯಕತೆಯಿರುತ್ತದೆ. ವಿವಿಧ ಇಲಾಖೆಗಳ [580,1061,839,1321]
story5-col2: ಹೃದಯದಲ್ಲಿರುತ್ತಾನೆ. ಎಲ್ಲರ ಕಣ್ಣಿಗೆ ಕಾಣಲಾರ. ಸಾಧಕರ ಸಾಧನೆಯಲ್ಲಿ ಕಾಣುತ್ತಾನೆ.ನಡೆ-ನುಡಿಯಲ್ಲಿ ಹರಿ (ಭಗವಂತ)ಸದಾ ಹಸಿರಾಗಿರುತ್ತಾನೆ. ದಾರಿಯಲ್ಲಿ ಹರಿಯ ಸಂಗಡ ನಡೆದವನು ಬದುಕಿನ ದಾರಿಯಲ್ಲಿ ಹರಿದುಹೋಗರು. ಸಂಬಂಧವಾದಷ್ಟೂ ಸಹಬಾಳ್ವೆ ಸುಂದರವಾಗುತ್ತದೆ.ಅಧುನಿಕಕಾಲದಲ್ಲಿ ಸತ್ಸಂಗ ಮನುಕುಲದ ಚಿಕಿತ್ಸಾಲಯವಾಗಿದೆ. ಹರಿಯಲ್ಲಿ ನಮ್ಮನ್ನು ನಾವು ಹದವಾಗಿ ಬೇಯಿಸಿಕೊಂಡರೆ ಮಾತ್ರ ಅರಿಯ ಅಂತ್ಯವಾಗುತ್ತದೆ. ಜೀವನ-ಜೀವನಾವುತ್ತದೆ. ಅರಿಯನ್ನು ಅರಿತರೆ ಬದುಕು ಹಸಿರು, ಹರಿಯಲ್ಲಿ-ಹರಿದರೆ ಬದುಕು ಪಾವನ-ಸಾರ್ಥಕಗೊಳ್ಳುತ್ತದೆಂದರು. ಇದೇ ಸಂದರ್ಭದಲ್ಲಿ ವಿಶ್ವಕರ್ಮ ಫೌಂಡೇಷನ್ ವತಿಯಿಂದ ದೊಡ್ಡೇರಿ ಚಂದ್ರಾಚಾರ್ ಹಾಗೂ ಮಾದೇನಹಳ್ಳಿ ಶಿವಕುಮಾರ್‌ರವರನ್ನು ಸನ್ಮಾನಿಸಿ ಗೌರವಿಸಲಾಯಿತು. ಲಲ್ಲಾಯ ಗಂಕಾರಹಳ್ಳಿ ಶಿವಕ್ಕಾರ್, ಶ್ರೀನಿವಾಸ, ಶ್ರೀಧರ,ಪ್ರಕಾಶ್, ರಮೇಶ್, ಗೌರಿ, ಡಾ.ಅಮರನಾಥ ರೈತಾಚಾರ್ ಉಪಸ್ಥಿತರಿದ್ದರು. [304,1862,572,2121]
story6-subhead: ಮೇವಿನ ಲಭ್ಯತೆ [1108,2210,1182,2228]
story1-col4: ಉಪಸ್ಥಿತರಿದ್ದರು. ವೇಳೆ ಮಕ್ಕಳಿಗೆ ಕುರುಕ್ಷೇತ್ರ ನಾಟಕ ಕಲಿಸಿದ ಹಾರ್ಮೋನಿಯಂ ಮಾಸ್ಟರ್ ಓಂಕಾರ್ ವಿಶ್ವಕರ್ಮ ದಂಪತಿಗಳನ್ನು ವೇದಿಕೆಯಲ್ಲಿ ಗೌರವಿಸಲಾಯಿತು. ಶಾಲಾ ಮಕ್ಕಳಾದ ಅನ್ವಿತ್ ಜೈನ್, ಅಕ್ಷಿತಾ, ಸೋನಾಕ್ಷಿ, ದರ್ಶನ್, ಶ್ರೇಷ್ಠ, ಅಮೂಲ್ಯ, ಕೀರ್ತನ್, ಪಲ್ಲವಿ, ಗುರುಪ್ರಸಾದ್, ಲಿಖಿತ್, ಹರ್ಷ, ಸಂದೀಪ್, ಹೇಮಂತ್, ಲಾವಣ್ಯ, ಪೂರ್ವಿಕ್, ತೇಜಸ್ವಿನಿ, ಕುಶಾಲ್, ಬಿಂದುಶ್ರೀ, ಜೀವನ್ ಗೌಡ, ಕೆಂಪೇಗೌಡ, ಗಂಗಾಧರ್, ಬಿಂದುಶ್ರೀ, ಮಹೇಶ್ವರಿ, ಬೀಜಿನಾಥ್, ನೂರ್ ಫಾತಿಮಾ, ಮಧುಶ್ರೀ, ಚರಣ್, ವಿವಿಧ ಪಾತ್ರಗಳಲ್ಲಿ ಅಭಿನಯಿಸಿ ಕಲಾಭಿಮಾನಿಗಳ ಮನಸೂರೆಗೊಂಡರು. ಇಲ್ಲಿ ಇಬ್ಬರು ಮುಸ್ಲಿಂ ಸಮುದಾಯದ ಮಕ್ಕಳು ಕುರುಕ್ಷೇತ್ರ ನಾಟಕದಲ್ಲಿ ಅಭಿನಯಿಸಿ ಕೋಮು ಸೌಹಾರ್ದತೆಯನ್ನು ಸಾರಿದರು. ಕ್ಯಾಸಿಯೋ ಚಂದ್ರಮೂರ್ತಿ, ಪ್ರದೀಪ್ ಕುಮಾರ್ ತಬಲ, ರಂಗಸ್ವಾಮಿ ಕ್ಯಾರಿಯೋನೆಟ್, ತಾಳವಾದ್ಯವನ್ನು ನಾಗರಾಜು ಮತ್ತು ಮಧುರಾಜ್ ನುಡಿಸಿದರು. ಅಂಗನವಾಡಿಯ ಮಕ್ಕಳು ಶಶಿಧರ್, ರೈತರ ಪಾತ್ರ, ಸೇರಿದಂತೆ ಸಾರ್ವಜನಿಕರಿಗೆ ಚಾತ್ರಾ ಮೂಡಿಸುವ ಪ್ರೋಗ್ರಾಂಮ್ ನೀಡಿದ್ದಾರೆ. ತಂಡಗ ಮತ್ತು ಅಕ್ಕಪಕ್ಕದ ಗ್ರಾಮಗಳಿಂದಲೂ ಜನರು ಆಗಮಿಸಿರುವುದು ವಿಶೇಷವಾಗಿತ್ತು ರಾತ್ರಿ 9 ಗಂಟೆಗೆ ಪ್ರಾರಂಭಗೊಂಡ ನಾಟಕ ಮಧ್ಯರಾತ್ರಿ 1.30 ರವರೆಗೂ ನಡೆಯಿತು. [849,194,1113,512]
story6-headline2: ಹೆಚ್ಚಿನ ಆದ್ಯತೆ ನೀಡಿ: ಸಿ.ಬಿ. ಸುರೇಶಬಾಬು ಸೂಚನೆ [808,1849,1278,1880]
story6-headline1: ಬೇಸಿಗೆಯಲ್ಲಿ ಕುಡಿಯುವ ನೀರು ಹಾಗೂ ಜಾತ್ರಾ ನೈರ್ಮಲ್ಯಕ್ಕೆ [778,1801,1308,1833]
story6-col1: ಚಿಕ್ಕನಾಯಕನಹಳ್ಳಿ: ತಾಲೂಕಿನ 27 ಗ್ರಾಮ ಪಂಚಾಯಿತಿಗಳು, ಪುರಸಭೆ ಹಾಗೂ ಪಟ್ಟಣ ಪಂಚಾಯಿತಿ ವ್ಯಾಪ್ತಿಯಲ್ಲಿ ಬೇಸಿಗೆಯ ಸಂದರ್ಭದಲ್ಲಿ ಕುಡಿಯುವ ನೀರಿನ ಸಮಸ್ಯೆ ಎದುರಾಗದಂತೆ ಅಧಿಕಾರಿಗಳು ಮುನ್ನೆಚ್ಚರಿಕೆ ವಹಿಸಬೇಕು ಎಂದು ಶಾಸಕ ಸಿ.ಬಿ. ಸುರೇಶಬಾಬು ಅಧಿಕಾರಿಗಳಿಗೆ ಕಟ್ಟುನಿಟ್ಟಿನ ಸೂಚನೆ ನೀಡಿದರು. ಪಟ್ಟಣದ ತಾಲೂಕು ಆಡಳಿತ ಸೌಧದಲ್ಲಿ ಸೋಮವಾರ ನಡೆದ ಟಾಸ್ಕ್‌ಫೋರ್ಸ್ ಕಮಿಟಿ ಸಭೆಯ ಅಧ್ಯಕ್ಷತೆ ವಹಿಸಿ ಅವರು ಮಾತನಾಡಿದರು. ನೀರಿನ ಲಭ್ಯತೆ ಮತ್ತು ನಿರ್ವಹಣೆ ಗ್ರಾಮ ಮಟ್ಟದಲ್ಲಿ ಕುಡಿಯುವ ನೀರಿನ ವ್ಯವಸ್ಥೆಯಲ್ಲಿ ಸಂಬಂಧಪಟ್ಟ ಅಧಿಕಾರಿಗಳು ನಿರಂತರ ನಿಗಾ ವಹಿಸಬೇಕು. ಪ್ರತಿ ಪಂಚಾಯಿತಿ ವ್ಯಾಪ್ತಿಯ ಬೋರ್‌ವೆಲ್‌ಗಳ ನೀರಿನ ಲಭ್ಯತೆಯ ಬಗ್ಗೆ ನಿಖರ ಮಾಹಿತಿ ಇರಲಿ. [590,1905,816,2127]
story3-col1: ತುಮಕೂರು ನಗರದ ಶಿರಾದಿಂದ ರಾಷ್ಟ್ರೀಯ ಹೆದ್ದಾರಿಯ ಮಾರ್ಗವಾದ ರಂಗಾಪುರದ ಮೇಲುಸೇತುವೆಯನ್ನು ಶೀಘ್ರವಾಗಿ ನಿರ್ಮಾಣ ಮಾಡುವ ಮೂಲಕ ಸಾರ್ವಜನಿಕ ಸಮಸ್ಯೆಯನ್ನು ಶೀಘ್ರವಾಗಿ ಪರಿಹರಿಸಿ ಸುಲಭ ರಸ್ತೆ ಸಂಚಾರಕ್ಕೆ ಅನುಕೂಲ ಮಾಡಿಕೊಡಬೇಕೆಂದು ತುಮಕೂರು ನಗರ ಶಾಸಕ ಜಿ.ಬಿ.ಜ್ಯೋತಿಗಣೇಶ್ ರವರು ರಾಷ್ಟ್ರೀಯ ಹೆದ್ದಾರಿ ಪ್ರಾಧಿಕಾರದ ಯೋಜನಾಧಿಕಾರಿಗಳಿಗೆ ತಿಳಿಸಿದರು. ಶಾಸಕರು ತುಮಕೂರು ಮಹಾನಗರಪಾಲಿಕೆಯಲ್ಲಿ ನಗರದಲ್ಲಿ ಆಗುತ್ತಿರುವ ಅಭಿವೃದ್ಧಿ ಕಾರ್ಯಗಳ ಬಗ್ಗೆ ವಿವಿಧ ಇಲಾಖೆಯ ಸಮನ್ವಯ ಸಭೆ ನಡೆಸಿದರು. ಬೆಂಗಳೂರು - ಚಿತ್ರದುರ್ಗ ರಾಷ್ಟ್ರೀಯ ಹೆದ್ದಾರಿಯು ತುಮಕೂರು ನಗರದ ಮಧ್ಯಭಾಗದಲ್ಲಿ ಹಾದುಹೋಗಿದ್ದು, ಸಾರ್ವಜನಿಕ ಉಪಯುಕ್ತತೆಯ ನೀರು, ಚರಂಡಿ, ಒಳಚರಂಡಿ ಹೈಟೆನ್ಷನ್‌ಗಳು ಹಾದು ಹೋಗಿದ್ದು, ದುರಸ್ತಿ ಕಾರ್ಯಗಳು ಹಾಗೂ ಹೊಸ ಯೋಜನೆಗಳು ಅನುಷ್ಠಾನಗೊಳಿಸಲು ತುಮಕೂರು ಮಹಾನಗರ ಪಾಲಿಕೆಯ ಅಧಿಕಾರಿಗಳಿಂದ ಸಮನ್ವಯ ಸಭೆಗಳನ್ನು ನಡೆಸಿ ತುಮಕೂರು ನಗರದ ಅಭಿವೃದ್ಧಿಗೆ ಅನುಕೂಲ ಮಾಡಿಕೊಡಬೇಕೆಂದು ಸಭೆಯಲ್ಲಿ ತಿಳಿಸಿದರು. ರಾಷ್ಟ್ರೀಯ ಹೆದ್ದಾರಿ ಪ್ರಾಧಿಕಾರದ ಬಟವಾಡಿಯಿಂದ ಮಲ್ಲಸಂದ್ರದವರೆಗೂ ವೈಟ್ [30,890,301,1189]
story5-col1: ಮಧುಗಿರಿ:ನಮ್ಮೊಳಗೆ ಇಬ್ಬರು ಅರಿ ಹಾಗೂ ಹರಿಗಳಿದ್ದಾರೆ.ಮೊದಲ ಅರಿ ನಮ್ಮನ್ನು ಬಾಧ್ಯವಾಗಿ ಸುಟ್ಟರೆ,ಮತ್ತೊಂದು ಹರಿ ನಮ್ಮನ್ನು ಹದವಾಗಿ ಬೇಯಿಸುವ ಮೂಲಕ ವ್ಯಕ್ತಿತ್ವಕ್ಕೆ ಹೊಳಪನ್ನು ತರುತ್ತದೆ ಎಂದು ಪಂಚಾಯ್ತಿ ಅಭಿವೃದ್ಧಿ ಅಧಿಕಾರಿ ಮಾದೇನಹಳ್ಳಿ ಶಿವಕುಮಾರ್ ಹೇಳಿದರು. ಅವರು ಪಟ್ಟಣದ ಕಾಳಿಕಾ ಕಮಟೇಶ್ವರ ದೇವಾಲಯದಲ್ಲಿ ನಡೆದ 85ನೇ ಹುಣ್ಣಿಮೆಯ ಬೆಳದಿಂಗಳ ಪೂಜಾ ಸತ್ಸಂಗದಲ್ಲಿ ಮಾತನಾಡಿದ ಅವರು ಮಾನವ ಸಂಘಜೀವಿ.ಜೀಸಿಕ ನಮ್ಮನ್ನು ಸುಡುತ್ತದೆ.ಅಗ್ನಿ ಬೇಯಿಸುತ್ತದೆ.ಬೇಯಿಸುವ ಅಗ್ನಿ ಬದುಕನ್ನು ಕಟ್ಟಿಕೊಟ್ಟರೆ,ಸುಡುವ ಜೀಸಿಕ ನಮ್ಮ ಬದುಕನ್ನು ಕೊನೆಗಾಣಿಸುತ್ತದೆ.ಮನುಕುಲ ಅರಿಯಲ್ಲಿ ಮುಳುಗಿನಾಗಿದರು.ಬದಲಿಗೆ ಹರಿಯಲ್ಲಿ ಲೀನವಾಗಬೇಕು.ಆಗ ಬದುಕು ಹೂವಿನಷ್ಟೇ ಸುಂದರ. ಕಾಮ, ಕ್ರೋಧ, ಲೋಭ, ಮೋಹ, ಮದ, ಮತ್ಸರಗಳೇ ಅರಿಯಂದು ಅರಿಷಡ್ವರ್ಗಗಳು. ಇವುಗಳಲ್ಲಿ ಲೀನವಾಗಿ ಹಾಕುವವನೇ ಭಗವಂತನಾದ ಹರಿ.ಭಗವಂತ ಪ್ರತಿಯೊಬ್ಬರ [30,1862,294,2103]
story3-photo [312,889,839,1051]
